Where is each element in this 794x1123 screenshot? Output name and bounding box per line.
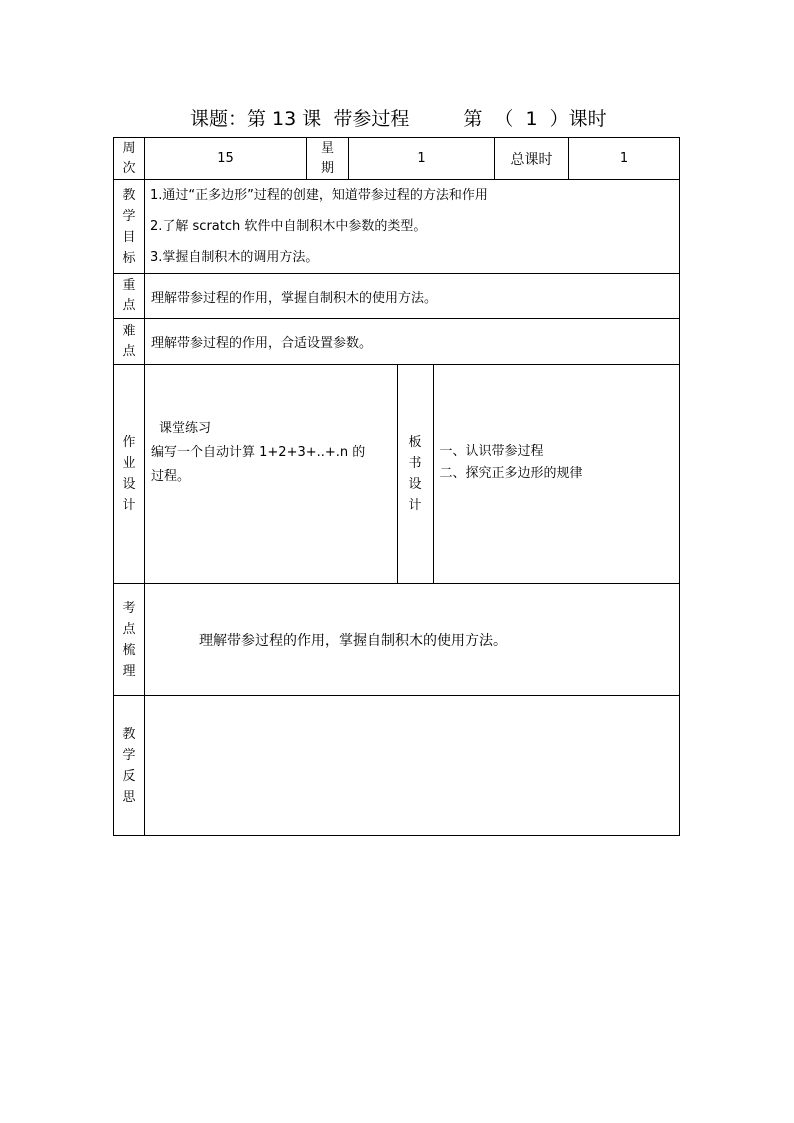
lesson-plan-table bbox=[113, 137, 680, 836]
difficulties-row bbox=[114, 319, 680, 365]
objective-item: 1.通过“正多边形”过程的创建，知道带参过程的方法和作用 bbox=[150, 188, 488, 203]
exam-points-content: 理解带参过程的作用，掌握自制积木的使用方法。 bbox=[145, 584, 680, 696]
board-label: 板 书 设 计 bbox=[397, 365, 433, 583]
homework-content bbox=[145, 365, 397, 583]
key-points-content: 理解带参过程的作用，掌握自制积木的使用方法。 bbox=[145, 274, 680, 319]
exam-points-label: 考 点 梳 理 bbox=[114, 584, 145, 696]
week-label: 周 次 bbox=[114, 138, 145, 180]
board-item: 二、探究正多边形的规律 bbox=[439, 466, 583, 481]
day-label: 星 期 bbox=[307, 138, 349, 180]
key-points-row bbox=[114, 274, 680, 319]
day-value: 1 bbox=[349, 138, 495, 180]
homework-line: 编写一个自动计算 1+2+3+..+.n 的 bbox=[151, 445, 366, 460]
difficulties-label: 难 点 bbox=[114, 319, 145, 365]
homework-line: 过程。 bbox=[151, 469, 191, 484]
difficulties-content: 理解带参过程的作用，合适设置参数。 bbox=[145, 319, 680, 365]
week-value: 15 bbox=[145, 138, 307, 180]
key-points-label: 重 点 bbox=[114, 274, 145, 319]
homework-heading: 课堂练习 bbox=[159, 421, 212, 436]
title-lesson: 课题：第 13 课 带参过程 bbox=[190, 108, 410, 130]
objectives-content bbox=[145, 180, 680, 274]
objectives-label: 教 学 目 标 bbox=[114, 180, 145, 274]
exam-points-row bbox=[114, 584, 680, 696]
reflection-content[interactable] bbox=[145, 696, 680, 836]
total-hours-value: 1 bbox=[569, 138, 680, 180]
objectives-row bbox=[114, 180, 680, 274]
page-title bbox=[190, 104, 607, 131]
homework-label: 作 业 设 计 bbox=[114, 365, 145, 584]
board-content bbox=[433, 365, 679, 583]
title-period: 第 （ 1 ）课时 bbox=[463, 108, 607, 130]
total-hours-label: 总课时 bbox=[495, 138, 569, 180]
board-item: 一、认识带参过程 bbox=[439, 444, 544, 459]
reflection-label: 教 学 反 思 bbox=[114, 696, 145, 836]
objective-item: 3.掌握自制积木的调用方法。 bbox=[150, 250, 319, 265]
objective-item: 2.了解 scratch 软件中自制积木中参数的类型。 bbox=[150, 219, 427, 234]
homework-row bbox=[114, 365, 680, 584]
header-row bbox=[114, 138, 680, 180]
reflection-row bbox=[114, 696, 680, 836]
